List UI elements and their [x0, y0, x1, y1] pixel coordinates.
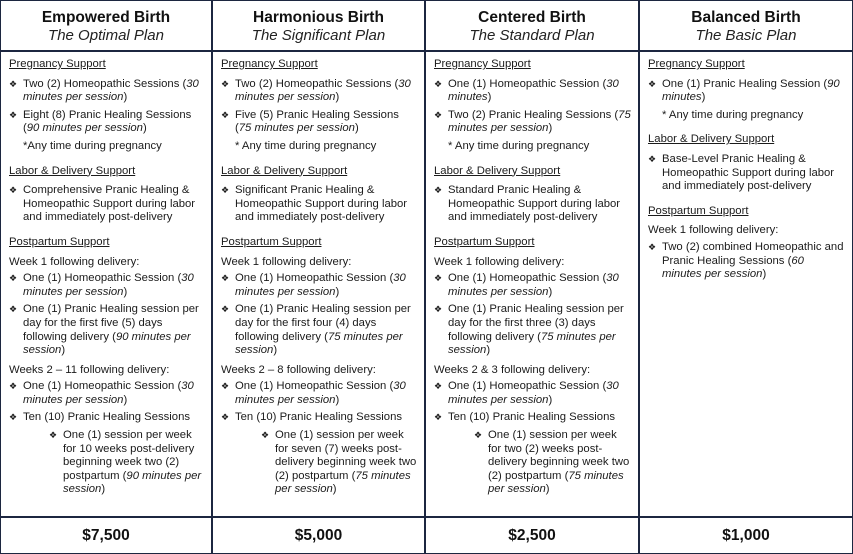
plan-header [1, 1, 213, 52]
item-text: Ten (10) Pranic Healing Sessions [235, 411, 403, 424]
item-text-end: ) [123, 285, 128, 298]
list-item [434, 303, 632, 357]
bullet-icon: ❖ [434, 412, 443, 423]
bullet-icon: ❖ [49, 430, 58, 441]
list-item [221, 303, 418, 357]
item-text: One (1) Homeopathic Session ( [448, 272, 607, 285]
item-text-end: ) [123, 393, 128, 406]
section-heading: Labor & Delivery Support [221, 164, 348, 177]
bullet-icon: ❖ [648, 241, 657, 252]
bullet-icon: ❖ [9, 185, 18, 196]
item-text: One (1) Homeopathic Session ( [23, 380, 182, 393]
bullet-icon: ❖ [9, 273, 18, 284]
bullet-icon: ❖ [221, 273, 230, 284]
bullet-icon: ❖ [221, 78, 230, 89]
list-item [434, 78, 632, 105]
item-duration: 90 minutes [662, 77, 840, 104]
item-duration: 30 minutes [448, 77, 619, 104]
period-label [9, 256, 205, 270]
period-label [221, 256, 418, 270]
bullet-icon: ❖ [261, 430, 270, 441]
bullet-icon: ❖ [221, 412, 230, 423]
item-text-end: ) [548, 285, 553, 298]
item-text: One (1) Pranic Healing session per day for the first four (4) days following delivery ( [235, 303, 411, 343]
item-text-end: ) [61, 344, 66, 357]
plan-name: Balanced Birth [691, 9, 801, 26]
bullet-icon: ❖ [434, 381, 443, 392]
item-text-end: ) [123, 91, 128, 104]
item-text: * Any time during pregnancy [448, 139, 590, 152]
plan-tier: The Optimal Plan [48, 27, 164, 44]
list-item [434, 109, 632, 136]
item-text: Ten (10) Pranic Healing Sessions [448, 411, 616, 424]
plan-header [213, 1, 426, 52]
plan-details [213, 52, 426, 516]
item-text-end: ) [354, 122, 359, 135]
item-text: One (1) Pranic Healing session per day for the first five (5) days following delivery ( [23, 303, 199, 343]
bullet-icon: ❖ [9, 109, 18, 120]
section-heading: Postpartum Support [9, 235, 110, 248]
item-text: Two (2) Homeopathic Sessions ( [235, 77, 399, 90]
list-item [221, 411, 418, 425]
item-duration: 75 minutes per session [448, 108, 631, 135]
list-item [221, 78, 418, 105]
plan-price: $7,500 [1, 516, 213, 554]
period-label [434, 364, 632, 378]
item-text: Ten (10) Pranic Healing Sessions [23, 411, 191, 424]
plan-name: Centered Birth [478, 9, 586, 26]
list-item [648, 241, 846, 282]
item-duration: 90 minutes per session [26, 122, 143, 135]
item-duration: 30 minutes per session [448, 380, 619, 406]
bullet-icon: ❖ [9, 78, 18, 89]
bullet-icon: ❖ [434, 304, 443, 315]
list-item [9, 380, 205, 407]
item-text: * Any time during pregnancy [662, 108, 804, 121]
plan-tier: The Standard Plan [469, 27, 595, 44]
list-item [221, 380, 418, 407]
item-duration: 75 minutes per session [488, 469, 624, 496]
item-text: * Any time during pregnancy [235, 139, 377, 152]
list-item [221, 429, 418, 497]
bullet-icon: ❖ [648, 78, 657, 89]
item-text-end: ) [545, 483, 550, 496]
item-text: Week 1 following delivery: [648, 224, 779, 237]
item-text-end: ) [487, 91, 492, 104]
item-text: Comprehensive Pranic Healing & Homeopathic Support during labor and immediately post-delivery [23, 184, 196, 224]
item-duration: 30 minutes per session [235, 77, 411, 104]
plan-name: Empowered Birth [41, 9, 171, 26]
plan-details [1, 52, 213, 516]
item-text: Weeks 2 – 8 following delivery: [221, 363, 376, 376]
section-heading: Postpartum Support [221, 235, 322, 248]
plan-details [640, 52, 852, 516]
period-label [9, 364, 205, 378]
note [221, 140, 418, 154]
section-heading: Pregnancy Support [434, 58, 531, 70]
bullet-icon: ❖ [221, 381, 230, 392]
item-text: One (1) Pranic Healing session per day for the first three (3) days following delivery ( [448, 303, 624, 343]
item-duration: 30 minutes per session [235, 272, 406, 298]
bullet-icon: ❖ [9, 304, 18, 315]
item-text-end: ) [335, 91, 340, 104]
item-duration: 90 minutes per session [63, 469, 202, 496]
plan-tier: The Significant Plan [251, 27, 386, 44]
item-text: Week 1 following delivery: [221, 255, 352, 268]
item-duration: 75 minutes per session [235, 330, 403, 357]
item-text: Five (5) Pranic Healing Sessions ( [235, 108, 399, 135]
period-label [221, 364, 418, 378]
list-item [648, 153, 846, 194]
plan-details [426, 52, 640, 516]
item-text: One (1) Homeopathic Session ( [235, 380, 394, 393]
bullet-icon: ❖ [434, 273, 443, 284]
period-label [434, 256, 632, 270]
bullet-icon: ❖ [434, 109, 443, 120]
list-item [648, 78, 846, 105]
section-heading: Postpartum Support [434, 235, 535, 248]
item-duration: 30 minutes per session [235, 380, 406, 406]
plan-price: $2,500 [426, 516, 640, 554]
item-text-end: ) [486, 344, 491, 357]
section-heading: Postpartum Support [648, 204, 749, 217]
item-text-end: ) [142, 122, 147, 135]
bullet-icon: ❖ [221, 304, 230, 315]
item-text: Two (2) combined Homeopathic and Pranic Healing Sessions ( [662, 240, 844, 267]
item-duration: 90 minutes per session [23, 330, 191, 357]
list-item [221, 184, 418, 225]
period-label [648, 224, 846, 238]
item-text-end: ) [701, 91, 706, 104]
item-text: Significant Pranic Healing & Homeopathic Support during labor and immediately post-delivery [235, 184, 408, 224]
bullet-icon: ❖ [474, 430, 483, 441]
note [434, 140, 632, 154]
item-text-end: ) [332, 483, 337, 496]
bullet-icon: ❖ [434, 78, 443, 89]
item-text: One (1) Homeopathic Session ( [235, 272, 394, 285]
item-text-end: ) [335, 393, 340, 406]
item-text: Base-Level Pranic Healing & Homeopathic Support during labor and immediately post-delivery [662, 152, 835, 193]
bullet-icon: ❖ [9, 381, 18, 392]
item-text-end: ) [101, 483, 106, 496]
item-duration: 30 minutes per session [23, 272, 194, 298]
list-item [9, 411, 205, 425]
item-duration: 30 minutes per session [23, 380, 194, 406]
item-text: Week 1 following delivery: [9, 255, 140, 268]
bullet-icon: ❖ [9, 412, 18, 423]
bullet-icon: ❖ [221, 185, 230, 196]
list-item [9, 303, 205, 357]
plan-header [640, 1, 852, 52]
plan-name: Harmonious Birth [253, 9, 384, 26]
section-heading: Pregnancy Support [221, 58, 318, 70]
plan-price: $1,000 [640, 516, 852, 554]
section-heading: Labor & Delivery Support [434, 164, 561, 177]
item-text-end: ) [273, 344, 278, 357]
item-text: Eight (8) Pranic Healing Sessions ( [23, 108, 192, 135]
item-text-end: ) [335, 285, 340, 298]
item-text: One (1) session per week for seven (7) weeks post-delivery beginning week two (2) postpartum ( [275, 429, 417, 482]
plan-header [426, 1, 640, 52]
item-duration: 75 minutes per session [238, 122, 355, 135]
bullet-icon: ❖ [434, 185, 443, 196]
list-item [9, 109, 205, 136]
item-text: Two (2) Homeopathic Sessions ( [23, 77, 187, 90]
item-text: Standard Pranic Healing & Homeopathic Support during labor and immediately post-delivery [448, 184, 621, 224]
item-duration: 60 minutes per session [662, 254, 804, 281]
item-text: Weeks 2 & 3 following delivery: [434, 363, 591, 376]
note [9, 140, 205, 154]
bullet-icon: ❖ [648, 153, 657, 164]
item-text: One (1) Homeopathic Session ( [448, 77, 607, 90]
item-text: One (1) Homeopathic Session ( [448, 380, 607, 393]
item-text-end: ) [762, 268, 767, 281]
section-heading: Labor & Delivery Support [648, 133, 775, 146]
section-heading: Pregnancy Support [648, 58, 745, 70]
plan-tier: The Basic Plan [695, 27, 797, 44]
list-item [9, 184, 205, 225]
item-text: Two (2) Pranic Healing Sessions ( [448, 108, 619, 121]
list-item [221, 272, 418, 299]
list-item [434, 272, 632, 299]
list-item [221, 109, 418, 136]
item-text: One (1) Homeopathic Session ( [23, 272, 182, 285]
note [648, 109, 846, 123]
list-item [434, 184, 632, 225]
list-item [434, 429, 632, 497]
item-text-end: ) [548, 122, 553, 135]
item-text: *Any time during pregnancy [23, 139, 162, 152]
item-text: One (1) Pranic Healing Session ( [662, 77, 828, 90]
item-text: One (1) session per week for 10 weeks post-delivery beginning week two (2) postpartum ( [63, 429, 195, 482]
section-heading: Labor & Delivery Support [9, 164, 136, 177]
item-text: Week 1 following delivery: [434, 255, 565, 268]
item-text-end: ) [548, 393, 553, 406]
plan-price: $5,000 [213, 516, 426, 554]
list-item [434, 380, 632, 407]
item-duration: 75 minutes per session [275, 469, 411, 496]
section-heading: Pregnancy Support [9, 58, 106, 70]
item-text: One (1) session per week for two (2) weeks post-delivery beginning week two (2) postpartum ( [488, 429, 630, 482]
item-duration: 30 minutes per session [448, 272, 619, 298]
list-item [9, 272, 205, 299]
item-duration: 30 minutes per session [23, 77, 199, 104]
list-item [9, 78, 205, 105]
list-item [434, 411, 632, 425]
list-item [9, 429, 205, 497]
item-duration: 75 minutes per session [448, 330, 616, 357]
item-text: Weeks 2 – 11 following delivery: [9, 363, 170, 376]
bullet-icon: ❖ [221, 109, 230, 120]
